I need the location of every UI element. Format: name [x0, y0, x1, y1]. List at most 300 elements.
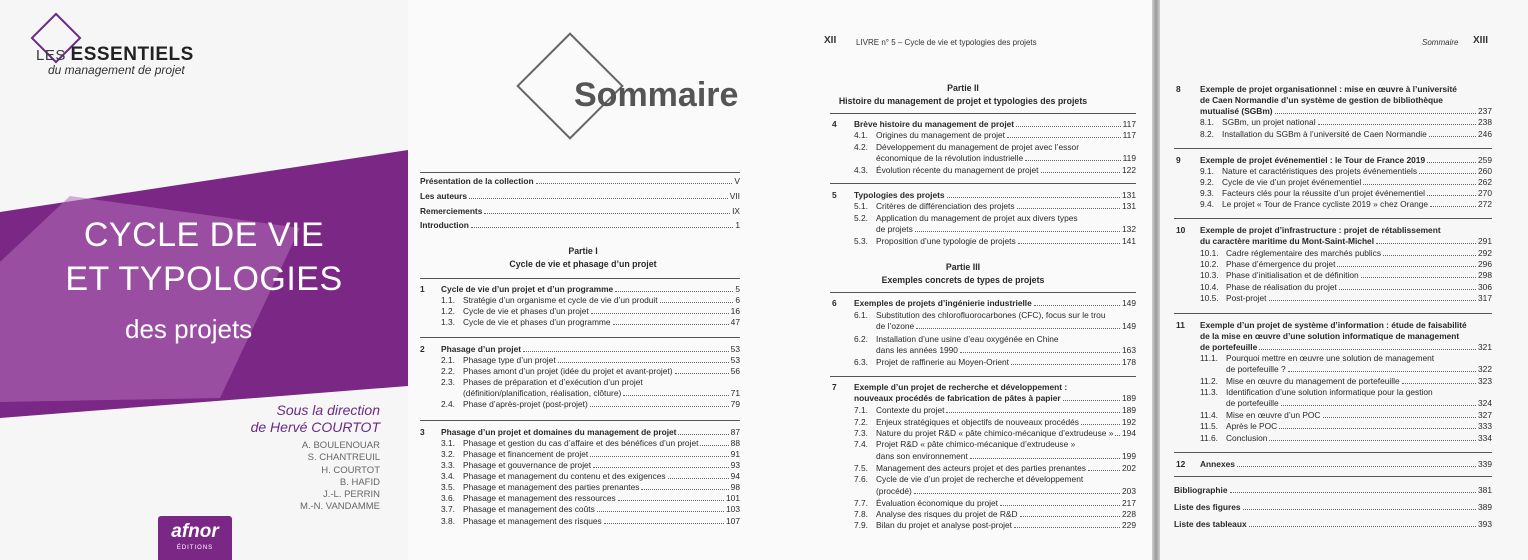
toc-label: Développement du management de projet avec l’essor [876, 142, 1079, 152]
toc-label: Conclusion [1226, 433, 1268, 443]
part-title: Partie I [568, 246, 598, 256]
toc-page: 324 [1478, 398, 1492, 408]
toc-page: 194 [1122, 428, 1136, 438]
toc-page: 298 [1478, 270, 1492, 280]
toc-label: Post-projet [1226, 293, 1267, 303]
section-number: 8.1. [1200, 117, 1214, 127]
toc-chapter [1200, 236, 1492, 246]
toc-section [876, 417, 1136, 427]
section-number: 1.3. [441, 317, 455, 327]
toc-page: 381 [1478, 485, 1492, 495]
toc-page: 203 [1122, 486, 1136, 496]
toc-label: Annexes [1200, 459, 1235, 469]
toc-page: 217 [1122, 498, 1136, 508]
toc-page: 317 [1478, 293, 1492, 303]
section-number: 3.8. [441, 516, 455, 526]
toc-section [1222, 199, 1492, 209]
toc-label: Phasage et management des risques [463, 516, 602, 526]
toc-page: 189 [1122, 405, 1136, 415]
toc-label: Substitution des chlorofluorocarbones (CFC), focus sur le trou [876, 310, 1106, 320]
toc-label: économique de la révolution industrielle [876, 153, 1024, 163]
toc-section [1226, 248, 1492, 258]
book-cover [0, 0, 408, 560]
toc-label: de portefeuille [1226, 398, 1279, 408]
section-number: 2.4. [441, 399, 455, 409]
toc-page: 322 [1478, 364, 1492, 374]
toc-page: 199 [1122, 451, 1136, 461]
toc-label: Projet R&D « pâte chimico-mécanique d’extrudeuse » [876, 439, 1076, 449]
page-number: XIII [1473, 35, 1489, 46]
part-subtitle: Cycle de vie et phasage d’un projet [509, 259, 657, 269]
toc-label: Cycle de vie et phases d’un projet [463, 306, 589, 316]
toc-page: 228 [1122, 509, 1136, 519]
toc-page: 149 [1122, 321, 1136, 331]
toc-label: Évaluation économique du projet [876, 498, 998, 508]
toc-label: Les auteurs [420, 191, 468, 201]
toc-label: Application du management de projet aux divers types [876, 213, 1078, 223]
toc-label: Phases amont d’un projet (idée du projet et avant-projet) [463, 366, 673, 376]
toc-page: 79 [730, 399, 740, 409]
toc-section [1226, 364, 1492, 374]
section-number: 9.1. [1200, 166, 1214, 176]
section-number: 3.6. [441, 493, 455, 503]
toc-section [876, 201, 1136, 211]
chapter-number: 8 [1176, 84, 1181, 94]
toc-page: 229 [1122, 520, 1136, 530]
toc-label: Cadre réglementaire des marchés publics [1226, 248, 1382, 258]
toc-page: 246 [1478, 129, 1492, 139]
toc-label: Phase de réalisation du projet [1226, 282, 1337, 292]
toc-label: Nature et caractéristiques des projets événementiels [1222, 166, 1418, 176]
toc-page: 270 [1478, 188, 1492, 198]
series-les: LES [36, 47, 66, 64]
toc-label: Cycle de vie d’un projet et d’un programme [441, 284, 614, 294]
section-number: 4.2. [854, 142, 868, 152]
toc-page: 192 [1122, 417, 1136, 427]
chapter-number: 12 [1176, 459, 1186, 469]
toc-page: 306 [1478, 282, 1492, 292]
toc-entry [420, 220, 740, 230]
toc-page: 101 [726, 493, 740, 503]
toc-label: SGBm, un projet national [1222, 117, 1316, 127]
toc-section [463, 460, 740, 470]
toc-section [876, 321, 1136, 331]
section-number: 10.2. [1200, 259, 1219, 269]
toc-label: Installation d’une usine d’eau oxygénée en Chine [876, 334, 1059, 344]
toc-chapter [1200, 459, 1492, 469]
toc-section [876, 405, 1136, 415]
section-number: 10.5. [1200, 293, 1219, 303]
toc-section [1226, 293, 1492, 303]
chapter-number: 10 [1176, 225, 1186, 235]
cover-authors [300, 440, 380, 514]
part-subtitle: Histoire du management de projet et typologies des projets [838, 96, 1088, 106]
toc-label: Exemple d’un projet de recherche et développement : [854, 382, 1068, 392]
part-title: Partie III [945, 262, 981, 272]
toc-label: de portefeuille ? [1226, 364, 1286, 374]
toc-label: Enjeux stratégiques et objectifs de nouveaux procédés [876, 417, 1079, 427]
direction-line1: Sous la direction [276, 402, 380, 418]
section-number: 7.5. [854, 463, 868, 473]
section-number: 2.1. [441, 355, 455, 365]
toc-section [1226, 282, 1492, 292]
section-number: 7.1. [854, 405, 868, 415]
divider [420, 420, 740, 421]
toc-section [1222, 129, 1492, 139]
toc-section [876, 236, 1136, 246]
section-number: 8.2. [1200, 129, 1214, 139]
toc-label: de portefeuille [1200, 342, 1258, 352]
toc-page: 117 [1122, 130, 1136, 140]
toc-page: 117 [1122, 119, 1136, 129]
toc-label: Management des acteurs projet et des parties prenantes [876, 463, 1086, 473]
divider [1174, 218, 1492, 219]
toc-entry [420, 191, 740, 201]
divider [830, 376, 1136, 377]
toc-label: Cycle de vie et phases d’un programme [463, 317, 611, 327]
toc-section [463, 471, 740, 481]
toc-section [1226, 398, 1492, 408]
toc-page: 53 [730, 355, 740, 365]
toc-chapter [854, 298, 1136, 308]
toc-label: Analyse des risques du projet de R&D [876, 509, 1018, 519]
toc-label: Évolution récente du management de projet [876, 165, 1039, 175]
cover-direction [251, 402, 380, 436]
toc-page: 91 [730, 449, 740, 459]
toc-label: Exemples de projets d’ingénierie industrielle [854, 298, 1032, 308]
toc-label: Phasage et management du contenu et des exigences [463, 471, 666, 481]
toc-page: 262 [1478, 177, 1492, 187]
toc-label: Phase d’après-projet (post-projet) [463, 399, 588, 409]
toc-section [876, 451, 1136, 461]
section-number: 2.3. [441, 377, 455, 387]
toc-page: 149 [1122, 298, 1136, 308]
toc-section [1226, 410, 1492, 420]
toc-label: Projet de raffinerie au Moyen-Orient [876, 357, 1009, 367]
section-number: 3.4. [441, 471, 455, 481]
toc-label: Phasage et gestion du cas d’affaire et des bénéfices d’un projet [463, 438, 699, 448]
sommaire-heading: Sommaire [574, 76, 739, 114]
toc-label: (procédé) [876, 486, 912, 496]
toc-label: Après le POC [1226, 421, 1278, 431]
toc-section [463, 399, 740, 409]
toc-chapter [854, 393, 1136, 403]
publisher-name: afnor [171, 521, 219, 542]
toc-page: IX [732, 206, 740, 216]
divider [420, 278, 740, 279]
toc-page: 141 [1122, 236, 1136, 246]
toc-section [876, 345, 1136, 355]
toc-page: 334 [1478, 433, 1492, 443]
running-head: Sommaire [1422, 38, 1459, 47]
divider [830, 183, 1136, 184]
toc-page: 291 [1478, 236, 1492, 246]
toc-label: Phase d’émergence du projet [1226, 259, 1336, 269]
toc-label: Introduction [420, 220, 469, 230]
toc-label: Brève histoire du management de projet [854, 119, 1015, 129]
chapter-number: 7 [832, 382, 837, 392]
toc-page: 163 [1122, 345, 1136, 355]
toc-chapter [441, 284, 740, 294]
toc-label: Phasage et gouvernance de projet [463, 460, 592, 470]
toc-label: Liste des figures [1174, 502, 1241, 512]
toc-label: de l’ozone [876, 321, 915, 331]
toc-page: 47 [730, 317, 740, 327]
part-subtitle: Exemples concrets de types de projets [881, 275, 1045, 285]
toc-label: Contexte du projet [876, 405, 945, 415]
toc-label: Exemple d’un projet de système d’information : étude de faisabilité [1200, 320, 1467, 330]
divider [830, 113, 1136, 114]
section-number: 7.9. [854, 520, 868, 530]
toc-label: Phasage et management des parties prenantes [463, 482, 640, 492]
toc-chapter [854, 119, 1136, 129]
toc-section [463, 366, 740, 376]
toc-label: Bilan du projet et analyse post-projet [876, 520, 1012, 530]
toc-section [1226, 270, 1492, 280]
toc-label: Le projet « Tour de France cycliste 2019 » chez Orange [1222, 199, 1429, 209]
toc-label: Mise en œuvre du management de portefeuille [1226, 376, 1400, 386]
author: H. COURTOT [321, 464, 380, 476]
toc-label: du caractère maritime du Mont-Saint-Michel [1200, 236, 1375, 246]
toc-label: dans les années 1990 [876, 345, 958, 355]
section-number: 10.4. [1200, 282, 1219, 292]
divider [1174, 148, 1492, 149]
publisher-sub: ÉDITIONS [176, 545, 214, 551]
toc-section [876, 463, 1136, 473]
toc-page: 296 [1478, 259, 1492, 269]
toc-section [876, 357, 1136, 367]
section-number: 10.3. [1200, 270, 1219, 280]
toc-page: 88 [730, 438, 740, 448]
toc-page: 103 [726, 504, 740, 514]
toc-page-xiii [1160, 0, 1528, 560]
section-number: 6.3. [854, 357, 868, 367]
toc-label: Phasage d’un projet [441, 344, 522, 354]
toc-chapter [441, 344, 740, 354]
section-number: 5.2. [854, 213, 868, 223]
toc-page: 327 [1478, 410, 1492, 420]
toc-page: 93 [730, 460, 740, 470]
toc-page: 321 [1478, 342, 1492, 352]
toc-section [876, 130, 1136, 140]
section-number: 7.8. [854, 509, 868, 519]
series-essentiels: ESSENTIELS [70, 44, 194, 65]
section-number: 3.1. [441, 438, 455, 448]
toc-page: 87 [730, 427, 740, 437]
toc-chapter [1200, 342, 1492, 352]
divider [1174, 452, 1492, 453]
toc-page: 53 [730, 344, 740, 354]
toc-page: 393 [1478, 519, 1492, 529]
toc-section [1222, 166, 1492, 176]
page-number: XII [824, 35, 837, 46]
toc-section [463, 306, 740, 316]
toc-label: Remerciements [420, 206, 483, 216]
section-number: 3.5. [441, 482, 455, 492]
toc-page: 259 [1478, 155, 1492, 165]
toc-page: 238 [1478, 117, 1492, 127]
toc-label: Installation du SGBm à l’université de Caen Normandie [1222, 129, 1427, 139]
divider [1174, 313, 1492, 314]
author: J.-L. PERRIN [322, 489, 380, 501]
toc-entry [420, 176, 740, 186]
toc-section [1222, 188, 1492, 198]
toc-section [1222, 117, 1492, 127]
toc-chapter [1200, 155, 1492, 165]
section-number: 6.1. [854, 310, 868, 320]
toc-page: 389 [1478, 502, 1492, 512]
section-number: 11.5. [1200, 421, 1219, 431]
toc-page: 178 [1122, 357, 1136, 367]
toc-page: 131 [1122, 190, 1136, 200]
series-subtitle: du management de projet [48, 63, 185, 77]
toc-label: Identification d’une solution informatique pour la gestion [1226, 387, 1433, 397]
section-number: 3.2. [441, 449, 455, 459]
chapter-number: 5 [832, 190, 837, 200]
toc-label: Exemple de projet événementiel : le Tour de France 2019 [1200, 155, 1426, 165]
toc-label: dans son environnement [876, 451, 968, 461]
section-number: 7.6. [854, 474, 868, 484]
toc-section [463, 388, 740, 398]
toc-label: Phasage type d’un projet [463, 355, 556, 365]
toc-label: Origines du management de projet [876, 130, 1005, 140]
toc-section [463, 449, 740, 459]
section-number: 3.7. [441, 504, 455, 514]
section-number: 11.3. [1200, 387, 1219, 397]
toc-entry [1174, 502, 1492, 512]
section-number: 11.1. [1200, 353, 1219, 363]
toc-page: 107 [726, 516, 740, 526]
toc-label: Phasage et management des ressources [463, 493, 616, 503]
toc-label: de Caen Normandie d’un système de gestion de bibliothèque [1200, 95, 1443, 105]
section-number: 4.3. [854, 165, 868, 175]
toc-section [463, 355, 740, 365]
toc-label: Bibliographie [1174, 485, 1228, 495]
toc-section [1226, 421, 1492, 431]
sommaire-page [408, 0, 770, 560]
toc-page: 323 [1478, 376, 1492, 386]
toc-section [463, 504, 740, 514]
section-number: 5.1. [854, 201, 868, 211]
cover-title-line1: CYCLE DE VIE [83, 216, 325, 254]
chapter-number: 2 [420, 344, 425, 354]
toc-label: Proposition d’une typologie de projets [876, 236, 1016, 246]
toc-page: 237 [1478, 106, 1492, 116]
toc-section [876, 520, 1136, 530]
section-number: 11.4. [1200, 410, 1219, 420]
toc-page: 5 [735, 284, 740, 294]
toc-page: 98 [730, 482, 740, 492]
toc-label: Stratégie d’un organisme et cycle de vie d’un produit [463, 295, 658, 305]
toc-label: Critères de différenciation des projets [876, 201, 1015, 211]
section-number: 10.1. [1200, 248, 1219, 258]
toc-section [463, 493, 740, 503]
toc-entry [1174, 519, 1492, 529]
part-title: Partie II [947, 83, 979, 93]
toc-chapter [441, 427, 740, 437]
section-number: 4.1. [854, 130, 868, 140]
toc-label: Présentation de la collection [420, 176, 534, 186]
section-number: 1.2. [441, 306, 455, 316]
cover-title-line3: des projets [125, 314, 253, 344]
toc-section [463, 516, 740, 526]
toc-page: 272 [1478, 199, 1492, 209]
toc-section [876, 153, 1136, 163]
toc-page: 71 [730, 388, 740, 398]
section-number: 6.2. [854, 334, 868, 344]
toc-section [463, 295, 740, 305]
section-number: 7.7. [854, 498, 868, 508]
section-number: 9.4. [1200, 199, 1214, 209]
divider [830, 292, 1136, 293]
toc-page: 202 [1122, 463, 1136, 473]
chapter-number: 6 [832, 298, 837, 308]
chapter-number: 4 [832, 119, 837, 129]
toc-label: Liste des tableaux [1174, 519, 1247, 529]
section-number: 11.2. [1200, 376, 1219, 386]
section-number: 5.3. [854, 236, 868, 246]
toc-section [1226, 433, 1492, 443]
toc-label: Phasage et management des coûts [463, 504, 595, 514]
toc-page: 6 [735, 295, 740, 305]
toc-chapter [854, 190, 1136, 200]
toc-page: 333 [1478, 421, 1492, 431]
toc-page: 56 [730, 366, 740, 376]
chapter-number: 3 [420, 427, 425, 437]
cover-title-line2: ET TYPOLOGIES [65, 260, 343, 298]
toc-label: Facteurs clés pour la réussite d’un projet événementiel [1222, 188, 1425, 198]
running-head: LIVRE n° 5 – Cycle de vie et typologies des projets [856, 38, 1037, 47]
toc-label: mutualisé (SGBm) [1200, 106, 1273, 116]
section-number: 7.4. [854, 439, 868, 449]
toc-section [876, 498, 1136, 508]
toc-section [1226, 259, 1492, 269]
toc-page: 94 [730, 471, 740, 481]
toc-label: Phase d’initialisation et de définition [1226, 270, 1359, 280]
section-number: 11.6. [1200, 433, 1219, 443]
toc-label: (définition/planification, réalisation, clôture) [463, 388, 622, 398]
toc-label: Nature du projet R&D « pâte chimico-mécanique d’extrudeuse » [876, 428, 1114, 438]
toc-page: 122 [1122, 165, 1136, 175]
chapter-number: 9 [1176, 155, 1181, 165]
chapter-number: 1 [420, 284, 425, 294]
toc-section [463, 317, 740, 327]
toc-page: 189 [1122, 393, 1136, 403]
publisher-logo [158, 516, 232, 560]
toc-section [876, 224, 1136, 234]
toc-label: Pourquoi mettre en œuvre une solution de management [1226, 353, 1435, 363]
divider [420, 172, 740, 173]
toc-page: VII [729, 191, 740, 201]
toc-page: 260 [1478, 166, 1492, 176]
section-number: 7.2. [854, 417, 868, 427]
divider [1174, 476, 1492, 477]
toc-label: de projets [876, 224, 913, 234]
section-number: 9.3. [1200, 188, 1214, 198]
toc-label: Phasage et financement de projet [463, 449, 589, 459]
toc-section [463, 438, 740, 448]
toc-page: 1 [735, 220, 740, 230]
toc-label: nouveaux procédés de fabrication de pâtes à papier [854, 393, 1061, 403]
toc-page: 132 [1122, 224, 1136, 234]
toc-label: Phasage d’un projet et domaines du management de projet [441, 427, 677, 437]
toc-page: 131 [1122, 201, 1136, 211]
toc-page: 292 [1478, 248, 1492, 258]
section-number: 2.2. [441, 366, 455, 376]
toc-page: 16 [730, 306, 740, 316]
toc-section [876, 165, 1136, 175]
toc-page: V [734, 176, 740, 186]
